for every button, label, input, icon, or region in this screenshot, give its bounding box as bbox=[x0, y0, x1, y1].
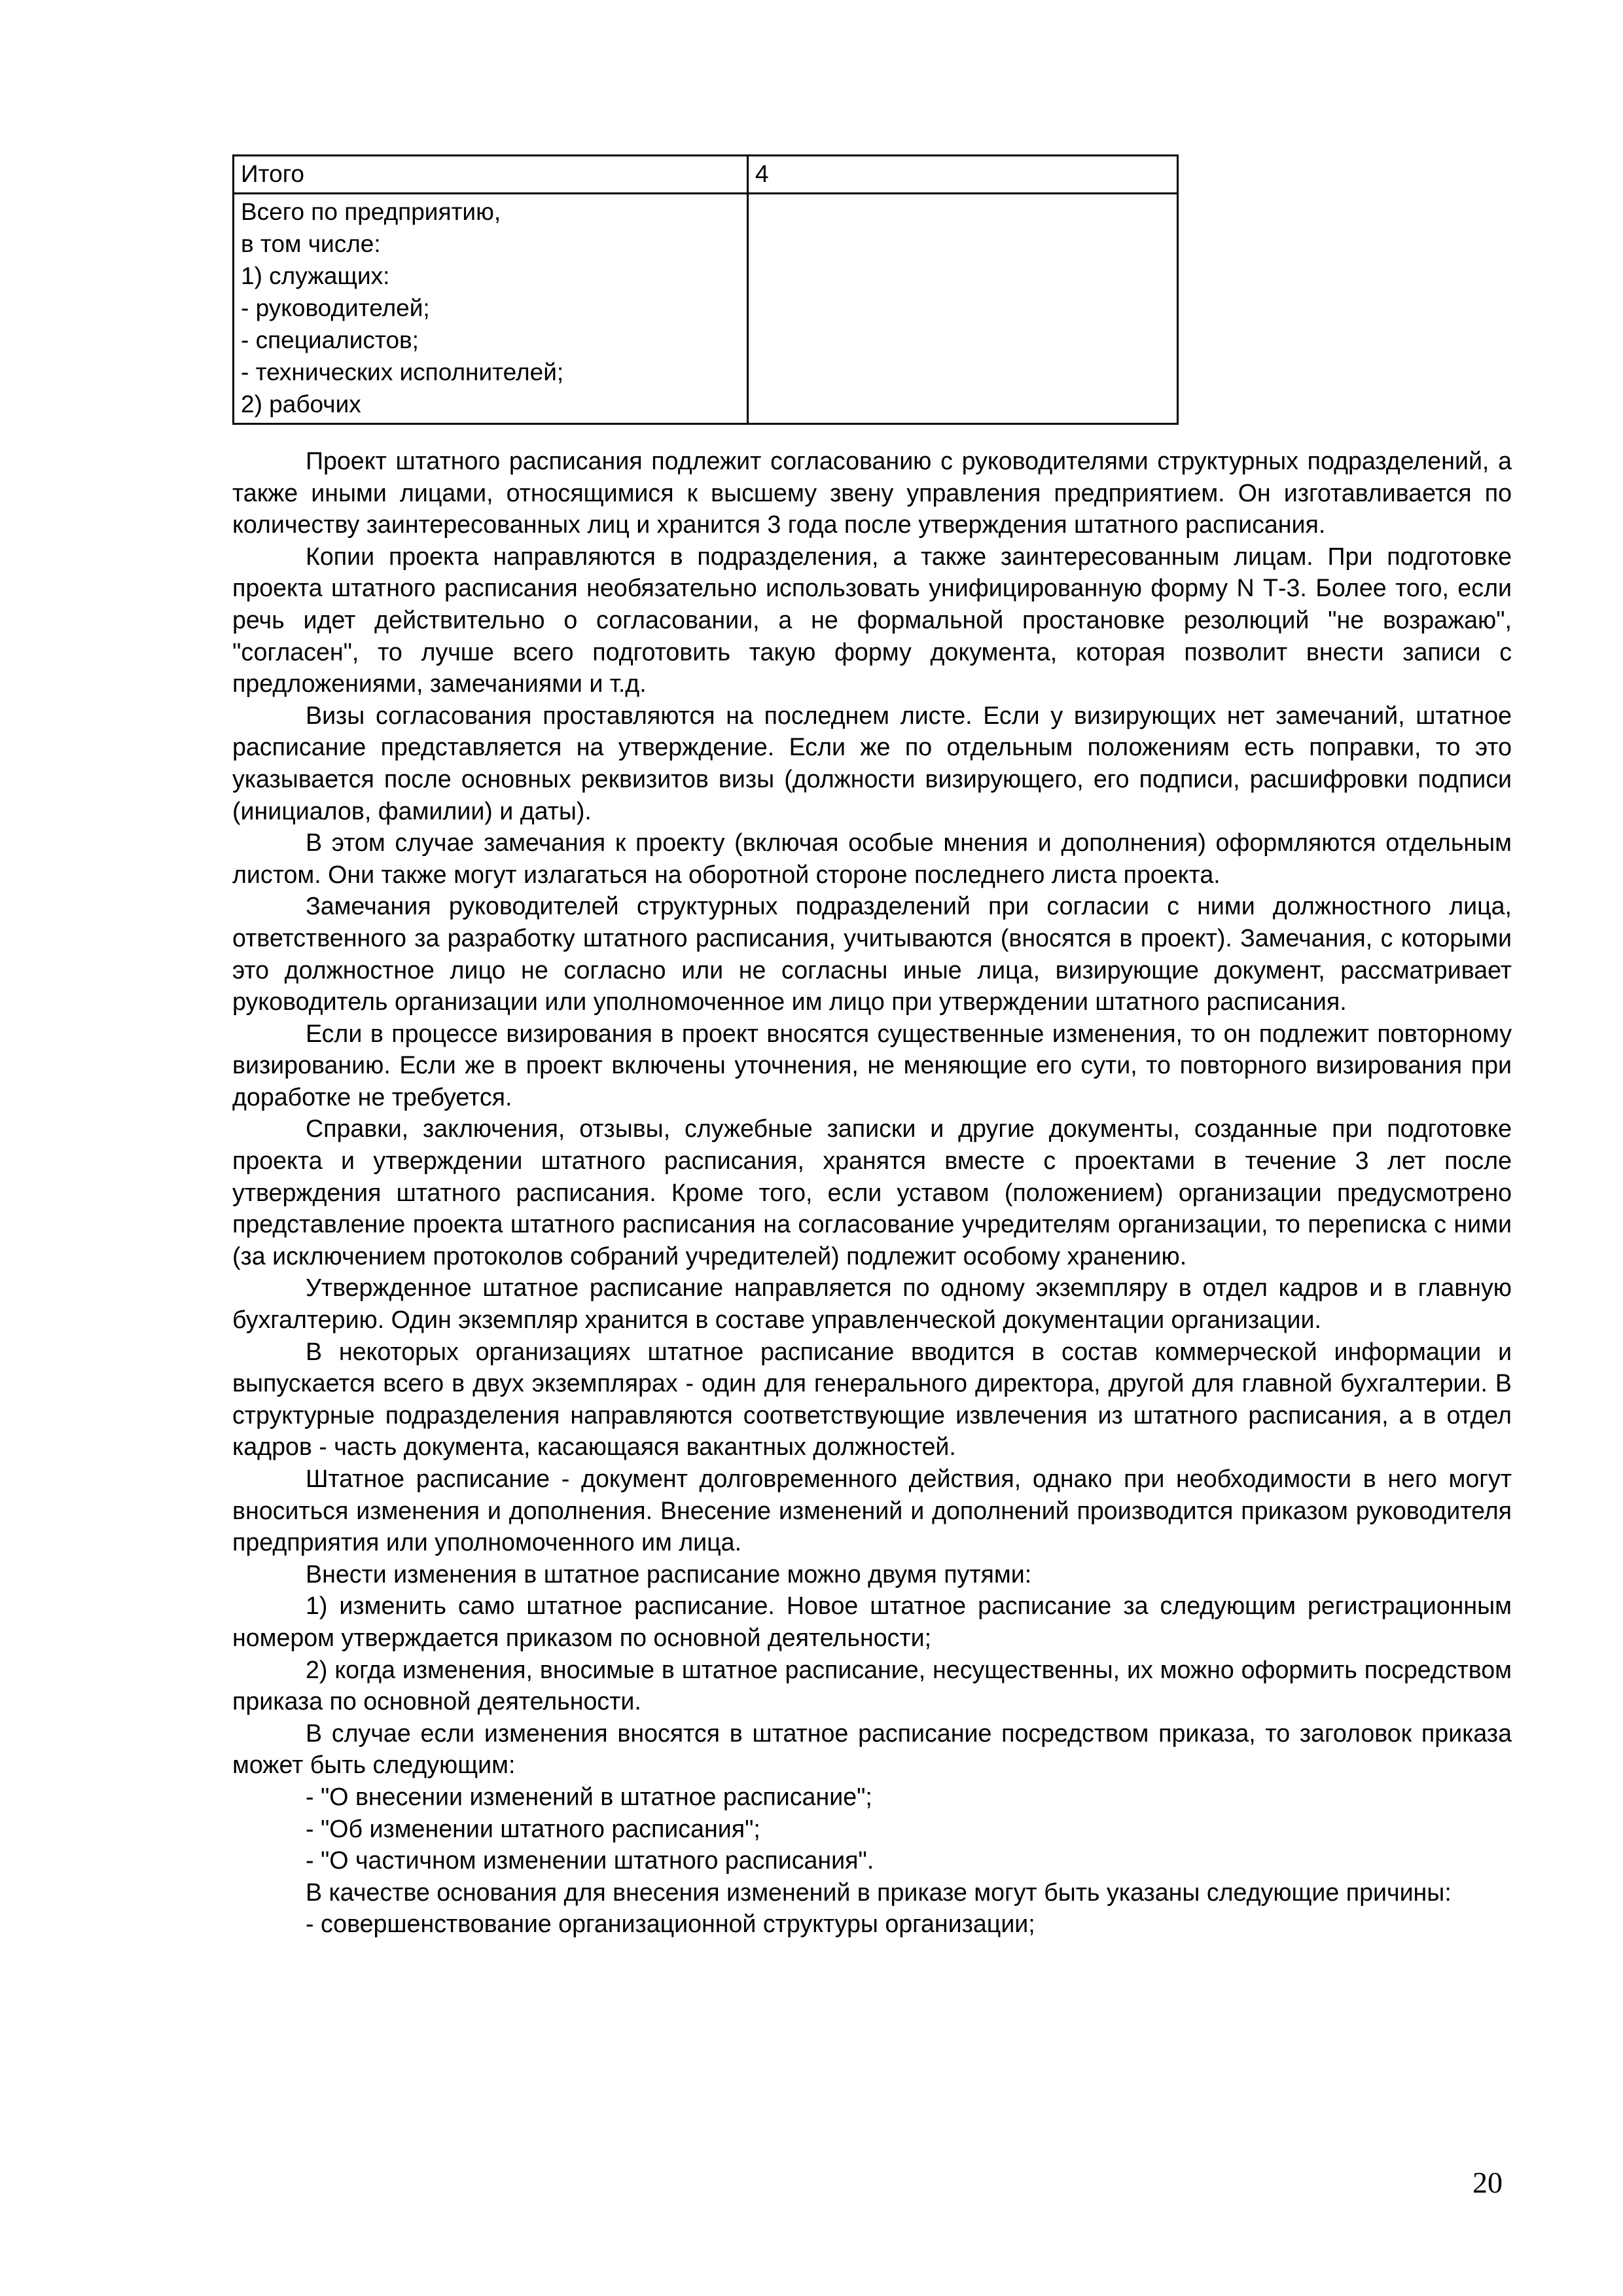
list-item: - "О внесении изменений в штатное расписание"; bbox=[306, 1782, 872, 1810]
table-label-line: Итого bbox=[241, 160, 304, 187]
paragraph: Копии проекта направляются в подразделения, а также заинтересованным лицам. При подготовке проекта штатного расписания необязательно использовать унифицированную форму N Т-3. Более того, если речь идет действительно о согласовании, а не формальной простановке резолюций "не возражаю", "согласен", то лучше всего подготовить такую форму документа, которая позволит внести записи с предложениями, замечаниями и т.д. bbox=[232, 542, 1512, 698]
table-label-line: - специалистов; bbox=[241, 327, 419, 353]
body-text bbox=[232, 445, 1512, 1940]
paragraph: Штатное расписание - документ долговременного действия, однако при необходимости в него могут вноситься изменения и дополнения. Внесение изменений и дополнений производится приказом руководителя предприятия или уполномоченного им лица. bbox=[232, 1465, 1512, 1556]
table-label-line: 1) служащих: bbox=[241, 262, 390, 289]
table-label-line: 2) рабочих bbox=[241, 391, 361, 418]
table-cell-label bbox=[234, 156, 748, 194]
paragraph: Справки, заключения, отзывы, служебные записки и другие документы, созданные при подготовке проекта и утверждении штатного расписания, хранятся вместе с проектами в течение 3 лет после утверждения штатного расписания. Кроме того, если уставом (положением) организации предусмотрено представление проекта штатного расписания на согласование учредителям организации, то переписка с ними (за исключением протоколов собраний учредителей) подлежит особому хранению. bbox=[232, 1115, 1512, 1270]
table-row bbox=[234, 194, 1178, 424]
list-item: 1) изменить само штатное расписание. Новое штатное расписание за следующим регистрационным номером утверждается приказом по основной деятельности; bbox=[232, 1592, 1512, 1651]
table-cell-label bbox=[234, 194, 748, 424]
list-item: - "Об изменении штатного расписания"; bbox=[306, 1814, 760, 1842]
paragraph: Проект штатного расписания подлежит согласованию с руководителями структурных подразделений, а также иными лицами, относящимися к высшему звену управления предприятием. Он изготавливается по количеству заинтересованных лиц и хранится 3 года после утверждения штатного расписания. bbox=[232, 447, 1512, 539]
paragraph: Замечания руководителей структурных подразделений при согласии с ними должностного лица, ответственного за разработку штатного расписания, учитываются (вносятся в проект). Замечания, с которыми это должностное лицо не согласно или не согласны иные лица, визирующие документ, рассматривает руководитель организации или уполномоченное им лицо при утверждении штатного расписания. bbox=[232, 892, 1512, 1016]
page-number: 20 bbox=[1472, 2166, 1503, 2199]
paragraph: Визы согласования проставляются на последнем листе. Если у визирующих нет замечаний, штатное расписание представляется на утверждение. Если же по отдельным положениям есть поправки, то это указывается после основных реквизитов визы (должности визирующего, его подписи, расшифровки подписи (инициалов, фамилии) и даты). bbox=[232, 701, 1512, 825]
table-row bbox=[234, 156, 1178, 194]
table-label-line: - руководителей; bbox=[241, 295, 430, 321]
table-cell-value bbox=[748, 194, 1178, 424]
paragraph: В качестве основания для внесения изменений в приказе могут быть указаны следующие причины: bbox=[306, 1878, 1452, 1906]
paragraph: В случае если изменения вносятся в штатное расписание посредством приказа, то заголовок приказа может быть следующим: bbox=[232, 1719, 1512, 1779]
staff-summary-table bbox=[232, 154, 1179, 425]
list-item: - совершенствование организационной структуры организации; bbox=[306, 1910, 1035, 1938]
paragraph: Внести изменения в штатное расписание можно двумя путями: bbox=[306, 1560, 1032, 1588]
table-label-line: Всего по предприятию, bbox=[241, 198, 501, 225]
list-item: - "О частичном изменении штатного расписания". bbox=[306, 1846, 874, 1874]
table-cell-value: 4 bbox=[748, 156, 1178, 194]
paragraph: В этом случае замечания к проекту (включая особые мнения и дополнения) оформляются отдельным листом. Они также могут излагаться на оборотной стороне последнего листа проекта. bbox=[232, 829, 1512, 888]
paragraph: Если в процессе визирования в проект вносятся существенные изменения, то он подлежит повторному визированию. Если же в проект включены уточнения, не меняющие его сути, то повторного визирования при доработке не требуется. bbox=[232, 1019, 1512, 1111]
list-item: 2) когда изменения, вносимые в штатное расписание, несущественны, их можно оформить посредством приказа по основной деятельности. bbox=[232, 1655, 1512, 1715]
paragraph: В некоторых организациях штатное расписание вводится в состав коммерческой информации и выпускается всего в двух экземплярах - один для генерального директора, другой для главной бухгалтерии. В структурные подразделения направляются соответствующие извлечения из штатного расписания, а в отдел кадров - часть документа, касающаяся вакантных должностей. bbox=[232, 1337, 1512, 1461]
table-label-line: в том числе: bbox=[241, 230, 381, 257]
paragraph: Утвержденное штатное расписание направляется по одному экземпляру в отдел кадров и в главную бухгалтерию. Один экземпляр хранится в составе управленческой документации организации. bbox=[232, 1274, 1512, 1334]
table-label-line: - технических исполнителей; bbox=[241, 359, 564, 386]
